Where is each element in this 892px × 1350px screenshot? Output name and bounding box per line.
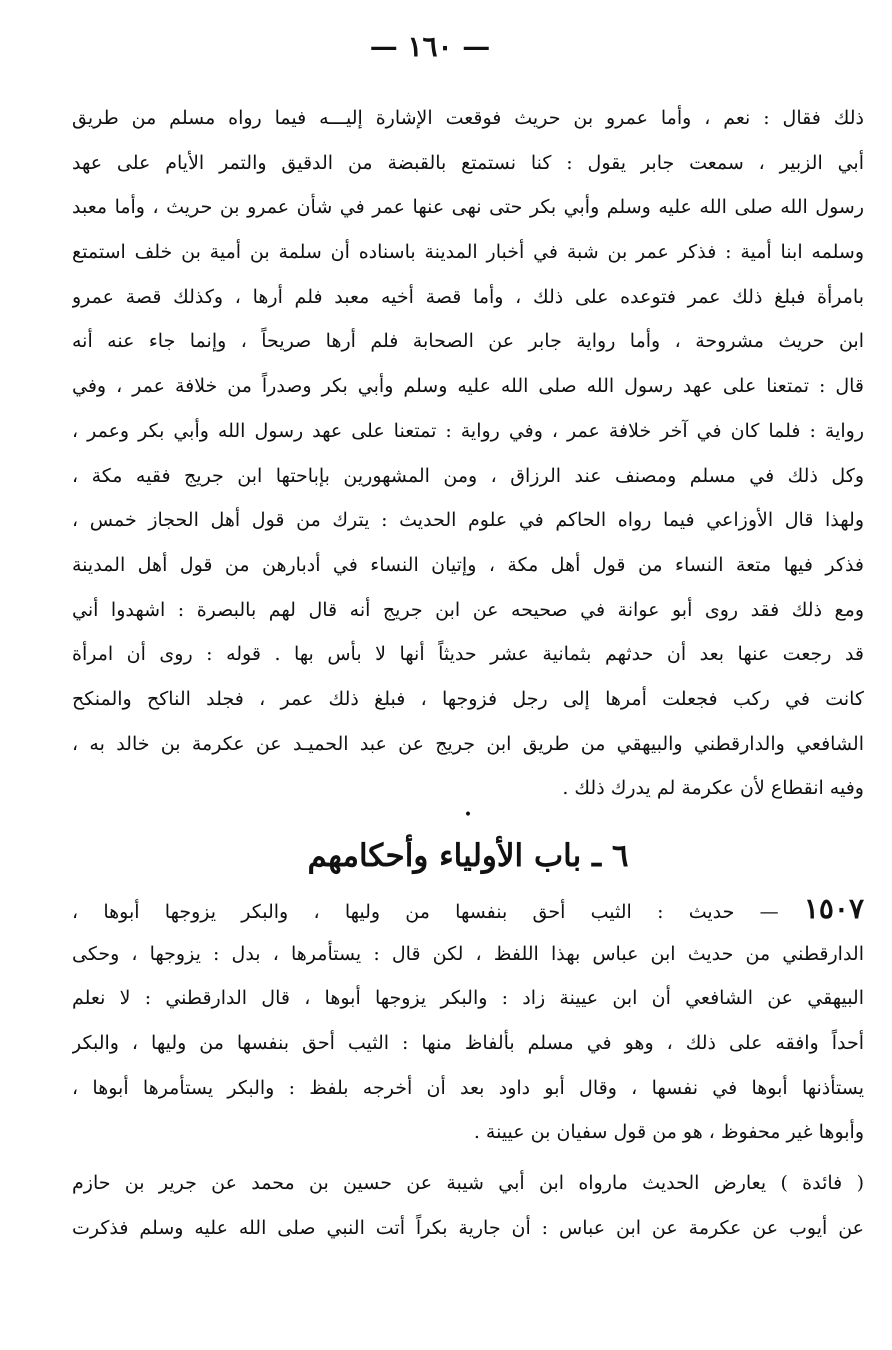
text-line: قال : تمتعنا على عهد رسول الله صلى الله عليه وسلم وأبي بكر وصدراً من خلافة عمر ، وفي: [72, 375, 864, 398]
text-line: وكل ذلك في مسلم ومصنف عند الرزاق ، ومن المشهورين بإباحتها ابن جريج فقيه مكة ،: [72, 464, 864, 487]
text-line: الشافعي والدارقطني والبيهقي من طريق ابن جريج عن عبد الحميـد عن عكرمة بن خالد به ،: [72, 732, 864, 755]
text-line: أبي الزبير ، سمعت جابر يقول : كنا نستمتع بالقبضة من الدقيق والتمر الأيام على عهد: [72, 151, 864, 174]
text-line: وفيه انقطاع لأن عكرمة لم يدرك ذلك .: [562, 777, 864, 800]
separator-dot: •: [463, 807, 473, 823]
paragraph-3: [72, 1161, 864, 1250]
text-line: يستأذنها أبوها في نفسها ، وقال أبو داود بعد أن أخرجه بلفظ : والبكر يستأمرها أبوها ،: [72, 1076, 864, 1099]
page-body: [72, 96, 864, 1251]
text-line: وأبوها غير محفوظ ، هو من قول سفيان بن عيينة .: [473, 1121, 864, 1144]
paragraph-2: [72, 887, 864, 1155]
text-line: بامرأة فبلغ ذلك عمر فتوعده على ذلك ، وأما قصة أخيه معبد فلم أرها ، وكذلك قصة عمرو: [72, 285, 864, 308]
text-line: رسول الله صلى الله عليه وسلم وأبي بكر حتى نهى عنها عمر في شأن عمرو بن حريث ، وأما معبد: [72, 196, 864, 219]
page-number: — ١٦٠ —: [369, 30, 491, 63]
text-line: ابن حريث مشروحة ، وأما رواية جابر عن الصحابة فلم أرها صريحاً ، وإنما جاء عنه أنه: [72, 330, 864, 353]
text-line: فذكر فيها متعة النساء من قول أهل مكة ، وإتيان النساء في أدبارهن من قول أهل المدينة: [72, 553, 864, 576]
hadith-number: ١٥٠٧: [803, 892, 864, 925]
text-line: قد رجعت عنها بعد أن حدثهم بثمانية عشر حديثاً أنها لا بأس بها . قوله : روى أن امرأة: [72, 643, 864, 666]
text-line: البيهقي عن الشافعي أن ابن عيينة زاد : والبكر يزوجها أبوها ، قال الدارقطني : لا نعلم: [72, 987, 864, 1010]
text-line: وسلمه ابنا أمية : فذكر عمر بن شبة في أخبار المدينة باسناده أن سلمة بن أمية بن خلف استمتع: [72, 241, 864, 264]
text-line: أحداً وافقه على ذلك ، وهو في مسلم بألفاظ منها : الثيب أحق بنفسها من وليها ، والبكر: [72, 1032, 864, 1055]
text-line: ( فائدة ) يعارض الحديث مارواه ابن أبي شيبة عن حسين بن محمد عن جرير بن حازم: [72, 1172, 864, 1195]
text-line: الدارقطني من حديث ابن عباس بهذا اللفظ ، لكن قال : يستأمرها ، بدل : يزوجها ، وحكى: [72, 942, 864, 965]
chapter-heading: ٦ ـ باب الأولياء وأحكامهم: [307, 838, 629, 874]
hadith-first-line: [72, 887, 864, 932]
text-line: ذلك فقال : نعم ، وأما عمرو بن حريث فوقعت الإشارة إليـــه فيما رواه مسلم من طريق: [72, 107, 864, 129]
text-line: كانت في ركب فجعلت أمرها إلى رجل فزوجها ، فبلغ ذلك عمر ، فجلد الناكح والمنكح: [72, 687, 864, 710]
paragraph-1: [72, 96, 864, 811]
text-line: رواية : فلما كان في آخر خلافة عمر ، وفي رواية : تمتعنا على عهد رسول الله وأبي بكر وعمر ،: [72, 419, 864, 442]
hadith-text: — حديث : الثيب أحق بنفسها من وليها ، والبكر يزوجها أبوها ،: [72, 901, 779, 923]
text-line: ولهذا قال الأوزاعي فيما رواه الحاكم في علوم الحديث : يترك من قول أهل الحجاز خمس ،: [72, 509, 864, 532]
text-line: عن أيوب عن عكرمة عن ابن عباس : أن جارية بكراً أتت النبي صلى الله عليه وسلم فذكرت: [72, 1216, 864, 1239]
text-line: ومع ذلك فقد روى أبو عوانة في صحيحه عن ابن جريج أنه قال لهم بالبصرة : اشهدوا أني: [72, 598, 864, 621]
